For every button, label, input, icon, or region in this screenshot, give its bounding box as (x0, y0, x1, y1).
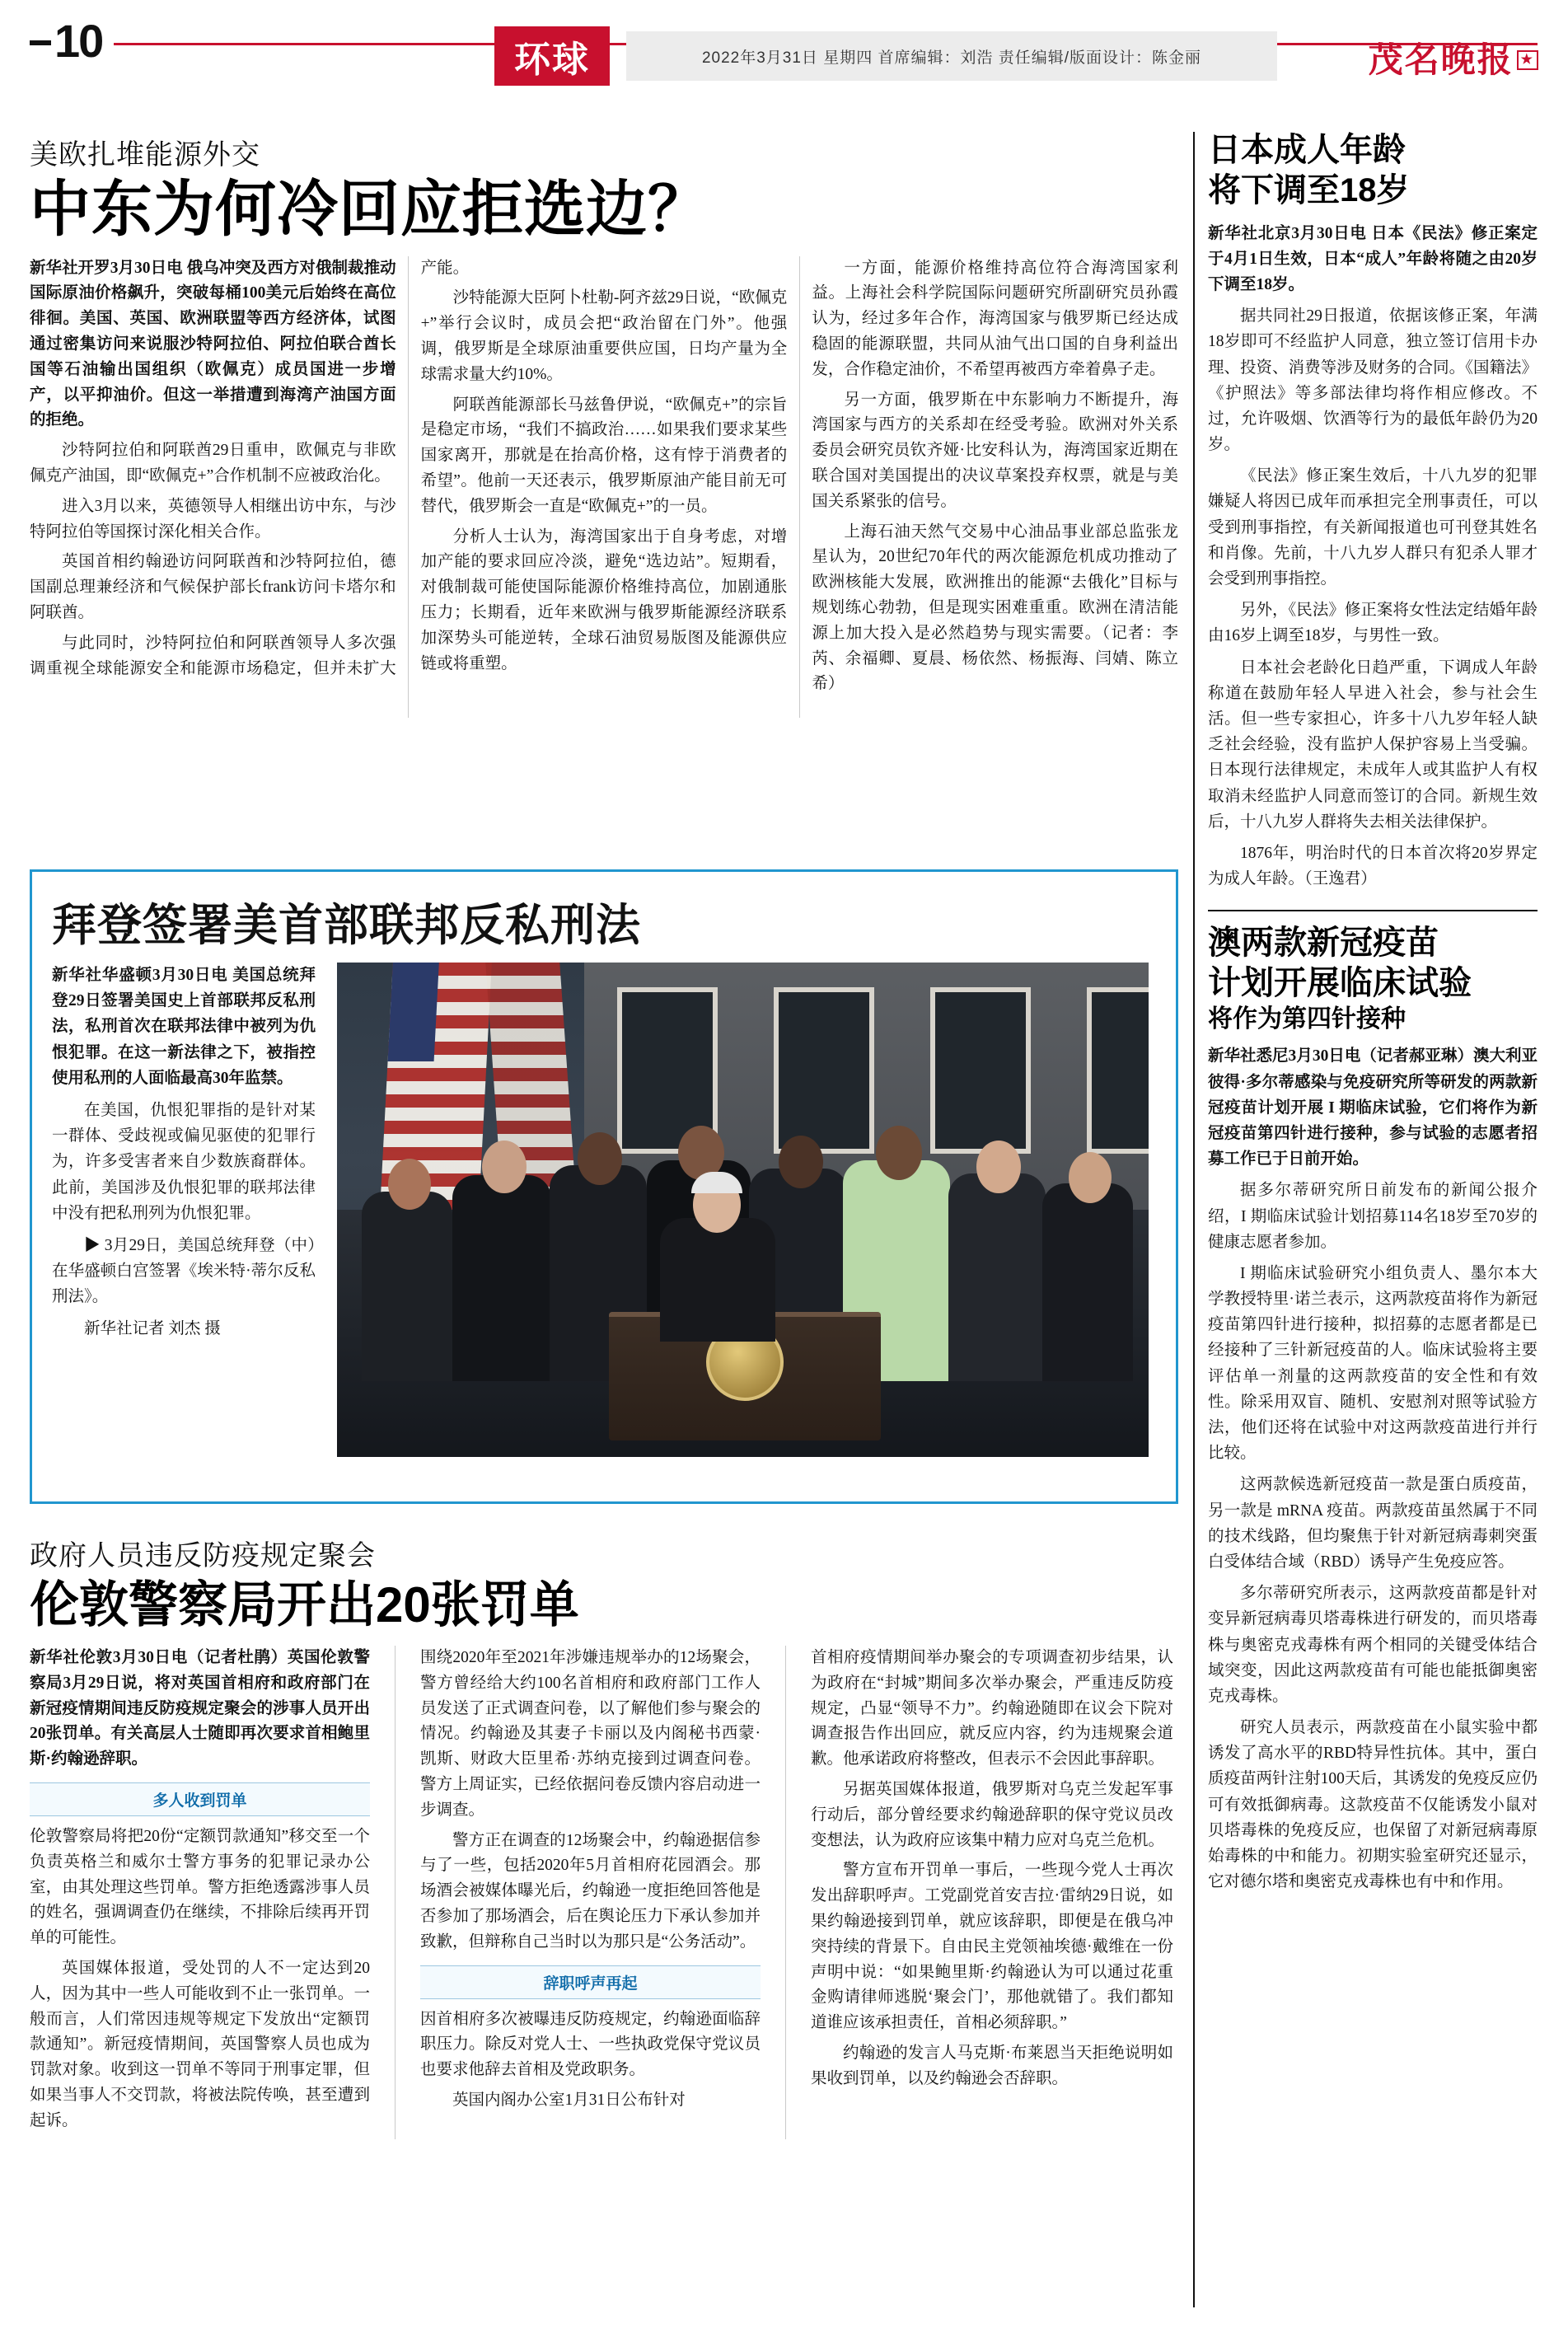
rail1-para: 另外，《民法》修正案将女性法定结婚年龄由16岁上调至18岁，与男性一致。 (1208, 602, 1538, 645)
story3-para: 围绕2020年至2021年涉嫌违规举办的12场聚会，警方曾经给大约100名首相府和政府部门工作人员发送了正式调查问卷，以了解他们参与聚会的情况。约翰逊及其妻子卡丽以及内阁秘书西蒙·凯斯、财政大臣里希·苏纳克接到过调查问卷。警方上周证实，已经依据问卷反馈内容启动进一步调查。 (420, 1649, 761, 1819)
story3-column-1 (30, 1646, 396, 2139)
photo-person (452, 1175, 551, 1381)
rail2-para: I 期临床试验研究小组负责人、墨尔本大学教授特里·诺兰表示，这两款疫苗将作为新冠疫苗第四针进行接种，拟招募的志愿者都是已经接种了三针新冠疫苗的人。临床试验将主要评估单一剂量的这两款疫苗的安全性和有效性。除采用双盲、随机、安慰剂对照等试验方法，他们还将在试验中对这两款疫苗进行并行比较。 (1208, 1264, 1538, 1463)
story1-headline: 中东为何冷回应拒选边？ (30, 175, 709, 243)
story1-para: 另一方面，俄罗斯在中东影响力不断提升，海湾国家与西方的关系却在经受考验。欧洲对外关系委员会研究员钦齐娅·比安科认为，海湾国家近期在联合国对美国提出的决议草案投弃权票，就是与美国关系紧张的信号。 (812, 391, 1178, 510)
masthead (0, 0, 1568, 124)
rail2-headline-c: 将作为第四针接种 (1208, 1005, 1406, 1033)
story3-subhead-b: 辞职呼声再起 (420, 1965, 761, 1999)
photo-person-head (388, 1159, 431, 1210)
story3-subhead-a: 多人收到罚单 (30, 1782, 370, 1816)
paper-logo-text: 茂名晚报 (1368, 42, 1514, 80)
story3-para: 新华社伦敦3月30日电（记者杜鹃）英国伦敦警察局3月29日说，将对英国首相府和政府部门在新冠疫情期间违反防疫规定聚会的涉事人员开出20张罚单。有关高层人士随即再次要求首相鲍里斯·约翰逊辞职。 (30, 1649, 370, 1768)
photo-credit: 新华社记者 刘杰 摄 (84, 1320, 221, 1338)
photo-window (1087, 987, 1149, 1154)
rail2-para: 多尔蒂研究所表示，这两款疫苗都是针对变异新冠病毒贝塔毒株进行研发的，而贝塔毒株与奥密克戎毒株有两个相同的关键受体结合域突变，因此这两款疫苗有可能也能抵御奥密克戎毒株。 (1208, 1585, 1538, 1705)
rail1-para: 日本社会老龄化日趋严重，下调成人年龄称道在鼓励年轻人早进入社会，参与社会生活。但一些专家担心，许多十八九岁年轻人缺乏社会经验，没有监护人保护容易上当受骗。日本现行法律规定，未成年人或其监护人有权取消未经监护人同意而签订的合同。新规生效后，十八九岁人群将失去相关法律保护。 (1208, 658, 1538, 831)
story-biden-antilynching (30, 869, 1178, 1504)
story3-para: 首相府疫情期间举办聚会的专项调查初步结果，认为政府在“封城”期间多次举办聚会，严重违反防疫规定，凸显“领导不力”。约翰逊随即在议会下院对调查报告作出回应，就反应内容，约为违规聚会道歉。他承诺政府将整改，但表示不会因此事辞职。 (811, 1649, 1173, 1768)
photo-person (1042, 1183, 1133, 1381)
section-label: 环球 (494, 26, 610, 86)
rail2-para: 研究人员表示，两款疫苗在小鼠实验中都诱发了高水平的RBD特异性抗体。其中，蛋白质疫苗两针注射100天后，其诱发的免疫反应仍可有效抵御病毒。这款疫苗不仅能诱发小鼠对贝塔毒株的免疫反应，也保留了对新冠病毒原始毒株的中和能力。初期实验室研究还显示，它对德尔塔和奥密克戎毒株也有中和作用。 (1208, 1719, 1538, 1891)
story3-column-2 (420, 1646, 786, 2139)
photo-signing-president (660, 1218, 775, 1342)
story3-kicker: 政府人员违反防疫规定聚会 (30, 1540, 376, 1572)
photo-person-head (1069, 1152, 1112, 1203)
story3-headline: 伦敦警察局开出20张罚单 (30, 1577, 579, 1632)
photo-person-head (482, 1141, 527, 1193)
story-japan-adult-age (1208, 132, 1538, 892)
page-number (30, 15, 114, 67)
story3-para: 因首相府多次被曝违反防疫规定，约翰逊面临辞职压力。除反对党人士、一些执政党保守党议员也要求他辞去首相及党政职务。 (420, 2010, 761, 2079)
rail2-para: 这两款候选新冠疫苗一款是蛋白质疫苗，另一款是 mRNA 疫苗。两款疫苗虽然属于不同的技术线路，但均聚焦于针对新冠病毒刺突蛋白受体结合域（RBD）诱导产生免疫应答。 (1208, 1476, 1538, 1571)
photo-person (362, 1192, 452, 1381)
story3-column-3 (811, 1646, 1173, 2139)
story3-para: 英国媒体报道，受处罚的人不一定达到20人，因为其中一些人可能收到不止一张罚单。一般而言，人们常因违规等规定下发放出“定额罚款通知”。新冠疫情期间，英国警察人员也成为罚款对象。收到这一罚单不等同于刑事定罪，但如果当事人不交罚款，将被法院传唤，甚至遭到起诉。 (30, 1959, 370, 2129)
rail1-para: 据共同社29日报道，依据该修正案，年满18岁即可不经监护人同意，独立签订信用卡办理、投资、消费等涉及财务的合同。《国籍法》《护照法》等多部法律均将作相应修改。不过，允许吸烟、饮酒等行为的最低年龄仍为20岁。 (1208, 307, 1538, 454)
right-rail (1208, 132, 1538, 1900)
story2-para: 在美国，仇恨犯罪指的是针对某一群体、受歧视或偏见驱使的犯罪行为，许多受害者来自少数族裔群体。此前，美国涉及仇恨犯罪的联邦法律中没有把私刑列为仇恨犯罪。 (52, 1101, 316, 1222)
left-column-block (30, 132, 1178, 718)
photo-window (930, 987, 1031, 1154)
story2-para: 新华社华盛顿3月30日电 美国总统拜登29日签署美国史上首部联邦反私刑法，私刑首次在联邦法律中被列为仇恨犯罪。在这一新法律之下，被指控使用私刑的人面临最高30年监禁。 (52, 967, 316, 1087)
story1-body (30, 256, 1178, 718)
story1-para: 进入3月以来，英德领导人相继出访中东，与沙特阿拉伯等国探讨深化相关合作。 (30, 497, 396, 541)
story1-para: 沙特能源大臣阿卜杜勒-阿齐兹29日说，“欧佩克+”举行会议时，成员会把“政治留在门外”。他强调，俄罗斯是全球原油重要供应国，日均产量为全球需求量大约10%。 (420, 289, 788, 383)
story1-para: 沙特阿拉伯和阿联酋29日重申，欧佩克与非欧佩克产油国，即“欧佩克+”合作机制不应被政治化。 (30, 442, 396, 485)
rail2-headline-b: 计划开展临床试验 (1208, 965, 1472, 1002)
story1-para: 与此同时，沙特阿拉伯和阿联酋领导人多次强调重视全球能源安全和能源市场稳定，但并未扩大产能。 (30, 259, 470, 677)
story3-para: 约翰逊的发言人马克斯·布莱恩当天拒绝说明如果收到罚单，以及约翰逊会否辞职。 (811, 2044, 1173, 2087)
logo-stamp-icon: ★ (1517, 50, 1538, 70)
photo-person-head (779, 1136, 823, 1188)
story3-para: 警方宣布开罚单一事后，一些现今党人士再次发出辞职呼声。工党副党首安吉拉·雷纳29日说，如果约翰逊接到罚单，就应该辞职，即便是在俄乌冲突持续的背景下。自由民主党领袖埃德·戴维在一份声明中说：“如果鲍里斯·约翰逊认为可以通过花重金购请律师逃脱‘聚会门’，那他就错了。我们都知道谁应该承担责任，首相必须辞职。” (811, 1862, 1173, 2032)
story3-para: 警方正在调查的12场聚会中，约翰逊据信参与了一些，包括2020年5月首相府花园酒会。那场酒会被媒体曝光后，约翰逊一度拒绝回答他是否参加了那场酒会，后在舆论压力下承认参加并致歉，但辩称自己当时以为那只是“公务活动”。 (420, 1831, 761, 1951)
photo-person-head (876, 1126, 922, 1180)
story1-para: 分析人士认为，海湾国家出于自身考虑，对增加产能的要求回应冷淡，避免“选边站”。短期看，对俄制裁可能使国际能源价格维持高位，加剧通胀压力；长期看，近年来欧洲与俄罗斯能源经济联系加深势头可能逆转，全球石油贸易版图及能源供应链或将重塑。 (420, 527, 788, 672)
photo-person (948, 1173, 1046, 1381)
story2-body (52, 963, 316, 1349)
story3-para: 英国内阁办公室1月31日公布针对 (452, 2091, 686, 2109)
page-number-text: 10 (54, 15, 103, 67)
story1-para: 一方面，能源价格维持高位符合海湾国家利益。上海社会科学院国际问题研究所副研究员孙霞认为，经过多年合作，海湾国家与俄罗斯已经达成稳固的能源联盟，共同从油气出口国的自身利益出发，合作稳定油价，不希望再被西方牵着鼻子走。 (812, 259, 1178, 378)
story1-para: 上海石油天然气交易中心油品事业部总监张龙星认为，20世纪70年代的两次能源危机成功推动了欧洲核能大发展，欧洲推出的能源“去俄化”目标与规划练心勃勃，但是现实困难重重。欧洲在清洁能源上加大投入是必然趋势与现实需要。（记者：李芮、余福卿、夏晨、杨依然、杨振海、闫婧、陈立希） (812, 522, 1178, 693)
photo-caption: ▶ 3月29日，美国总统拜登（中）在华盛顿白宫签署《埃米特·蒂尔反私刑法》。 (52, 1236, 316, 1306)
story-australia-vaccines (1208, 925, 1538, 1895)
rail-section-separator (1208, 910, 1538, 911)
story1-kicker: 美欧扎堆能源外交 (30, 139, 260, 171)
rail1-para: 《民法》修正案生效后，十八九岁的犯罪嫌疑人将因已成年而承担完全刑事责任，可以受到刑事指控，有关新闻报道也可刊登其姓名和肖像。先前，十八九岁人群只有犯杀人罪才会受到刑事指控。 (1208, 467, 1538, 588)
photo-window (774, 987, 874, 1154)
rail2-headline-a: 澳两款新冠疫苗 (1208, 925, 1439, 962)
rail-divider (1193, 132, 1195, 2307)
story2-headline: 拜登签署美首部联邦反私刑法 (52, 901, 641, 950)
page-number-dash (30, 40, 51, 45)
masthead-info: 2022年3月31日 星期四 首席编辑：刘浩 责任编辑/版面设计：陈金丽 (626, 31, 1277, 81)
rail1-headline-a: 日本成人年龄 (1208, 132, 1406, 168)
rail1-para: 1876年，明治时代的日本首次将20岁界定为成人年龄。（王逸君） (1208, 844, 1538, 888)
story-energy-diplomacy (30, 132, 1178, 718)
photo-person-head (976, 1141, 1021, 1193)
rail2-para: 据多尔蒂研究所日前发布的新闻公报介绍，I 期临床试验计划招募114名18岁至70岁的健康志愿者参加。 (1208, 1182, 1538, 1251)
story3-para: 另据英国媒体报道，俄罗斯对乌克兰发起军事行动后，部分曾经要求约翰逊辞职的保守党议员改变想法，认为政府应该集中精力应对乌克兰危机。 (811, 1780, 1173, 1849)
rail1-para: 新华社北京3月30日电 日本《民法》修正案定于4月1日生效，日本“成人”年龄将随之由20岁下调至18岁。 (1208, 224, 1538, 293)
story1-para: 新华社开罗3月30日电 俄乌冲突及西方对俄制裁推动国际原油价格飙升，突破每桶100美元后始终在高位徘徊。美国、英国、欧洲联盟等西方经济体，试图通过密集访问来说服沙特阿拉伯、阿拉伯联合酋长国等石油输出国组织（欧佩克）成员国进一步增产，以平抑油价。但这一举措遭到海湾产油国方面的拒绝。 (30, 259, 396, 429)
paper-logo (1369, 33, 1538, 82)
story1-para: 英国首相约翰逊访问阿联酋和沙特阿拉伯，德国副总理兼经济和气候保护部长frank访问卡塔尔和阿联酋。 (30, 553, 396, 622)
photo-person-head (578, 1132, 622, 1185)
rail1-headline-b: 将下调至18岁 (1208, 171, 1410, 208)
story-london-police-fines (30, 1533, 1178, 2139)
rail2-para: 新华社悉尼3月30日电（记者郝亚琳）澳大利亚彼得·多尔蒂感染与免疫研究所等研发的两款新冠疫苗计划开展 I 期临床试验，它们将作为新冠疫苗第四针进行接种，参与试验的志愿者招募工作已于日前开始。 (1208, 1047, 1538, 1169)
story2-photo (337, 963, 1149, 1457)
story3-para: 伦敦警察局将把20份“定额罚款通知”移交至一个负责英格兰和威尔士警方事务的犯罪记录办公室，由其处理这些罚单。警方拒绝透露涉事人员的姓名，强调调查仍在继续，不排除后续再开罚单的可能性。 (30, 1827, 370, 1947)
story1-para: 阿联酋能源部长马兹鲁伊说，“欧佩克+”的宗旨是稳定市场，“我们不搞政治……如果我们要求某些国家离开，那就是在抬高价格，这有悖于消费者的希望”。他前一天还表示，俄罗斯原油产能目前无可替代，俄罗斯会一直是“欧佩克+”的一员。 (420, 396, 788, 515)
